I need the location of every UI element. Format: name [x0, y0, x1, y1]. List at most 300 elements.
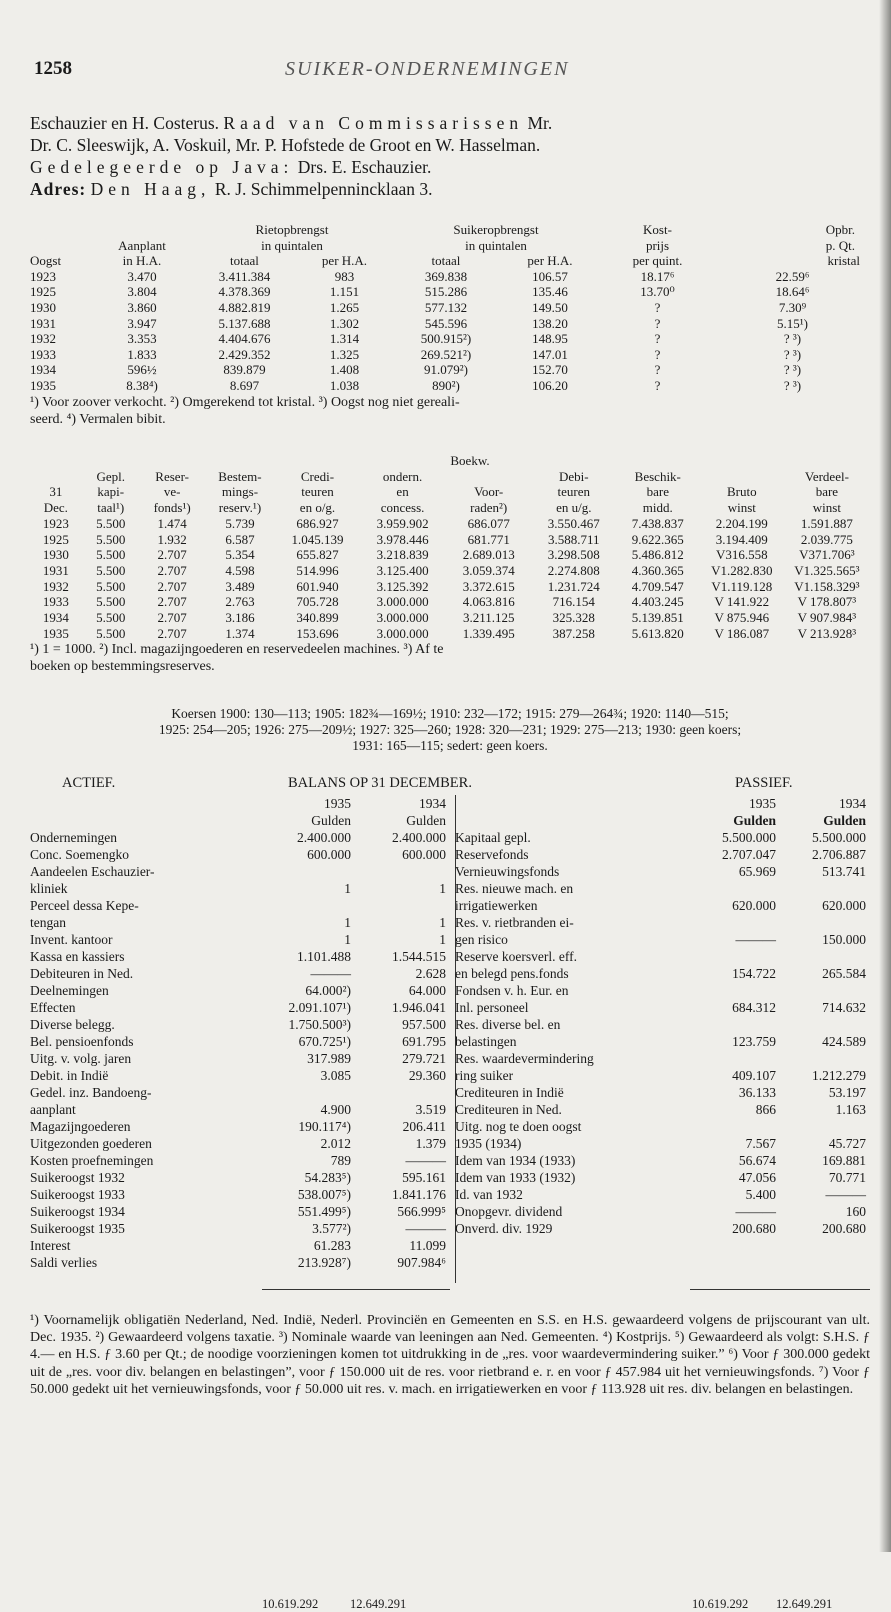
table-cell: teuren [557, 484, 591, 500]
balance-row [30, 1050, 450, 1067]
table-cell: 1.591.887 [800, 515, 853, 531]
table-cell: 907.984⁶ [397, 1255, 446, 1270]
koersen-line: 1931: 165—115; sedert: geen koers. [352, 738, 548, 753]
balance-row [30, 863, 450, 880]
table-cell: ——— [310, 966, 351, 981]
table-cell: 513.741 [822, 864, 866, 879]
balance-row [455, 965, 870, 982]
table-cell: 200.680 [822, 1221, 866, 1236]
table-cell: fonds¹) [153, 500, 191, 516]
table-cell: Res. waardevermindering [455, 1051, 594, 1066]
balance-row [30, 1067, 450, 1084]
table-cell: 1931 [30, 315, 56, 331]
table-cell: ? [654, 346, 661, 362]
unit-row [30, 812, 450, 829]
table-cell: kapi- [97, 484, 125, 500]
table-cell: 153.696 [296, 625, 339, 641]
table-row [30, 378, 870, 394]
table-cell: 686.077 [467, 515, 510, 531]
table-cell: 1935 [30, 377, 56, 393]
table-cell [355, 897, 450, 914]
table-cell: 1.325 [329, 346, 360, 362]
table-cell: 1932 [42, 578, 69, 594]
passief-heading: PASSIEF. [735, 775, 793, 791]
table-cell: bare [815, 484, 839, 500]
table-row [30, 362, 870, 378]
table-cell: 3.978.446 [376, 531, 429, 547]
table-cell: 3.577²) [312, 1221, 351, 1236]
table-cell: 106.20 [532, 377, 568, 393]
table-cell: Kosten proefnemingen [30, 1153, 154, 1168]
header-kristal: kristal [827, 253, 860, 269]
table-cell: V 186.087 [714, 625, 770, 641]
table-cell [780, 1118, 870, 1135]
table-cell: 1.408 [329, 362, 360, 378]
table-cell: 265.584 [822, 966, 866, 981]
table-cell: 3.218.839 [376, 547, 429, 563]
balance-row [455, 880, 870, 897]
table-cell: 2.689.013 [462, 547, 515, 563]
table-row [30, 284, 870, 300]
table-cell: ——— [825, 1187, 866, 1202]
table-cell: ——— [735, 1204, 776, 1219]
table-cell: Reserve koersverl. eff. [455, 949, 577, 964]
balance-row [30, 1033, 450, 1050]
balance-row [455, 1101, 870, 1118]
table-cell: Uitgezonden goederen [30, 1136, 152, 1151]
table-header-row [30, 500, 870, 516]
table-cell: 705.728 [296, 594, 339, 610]
table-cell: 7.438.837 [631, 515, 684, 531]
address-street: R. J. Schimmelpennincklaan 3. [214, 179, 433, 199]
table-cell [780, 982, 870, 999]
table-cell: 514.996 [296, 562, 339, 578]
table-cell [690, 1118, 780, 1135]
balance-row [455, 1152, 870, 1169]
balance-row [30, 999, 450, 1016]
company-intro [30, 112, 870, 200]
table-cell: 686.927 [296, 515, 339, 531]
table-cell: ? ³) [783, 346, 802, 362]
table-cell [355, 1084, 450, 1101]
table-cell: 5.613.820 [631, 625, 684, 641]
table-cell: ring suiker [455, 1068, 514, 1083]
header-riet: Rietopbrengst [255, 222, 329, 237]
table-cell: Idem van 1933 (1932) [455, 1170, 576, 1185]
table-cell: 1 [344, 932, 351, 947]
table-cell: 5.486.812 [631, 547, 684, 563]
table-header-row [30, 469, 870, 485]
balance-row [455, 1118, 870, 1135]
address-city: Den Haag, [90, 179, 211, 199]
table-cell: 3.353 [127, 331, 157, 347]
table-cell: 1.101.488 [297, 949, 351, 964]
table-cell: 3.519 [415, 1102, 446, 1117]
table-cell: 620.000 [822, 898, 866, 913]
table-cell: 1933 [30, 346, 56, 362]
table-cell: 714.632 [822, 1000, 866, 1015]
table-cell: midd. [642, 500, 673, 516]
table-cell [690, 982, 780, 999]
table-cell: 18.64⁶ [775, 284, 810, 300]
table-cell: 1.265 [329, 299, 360, 315]
table-cell: 2.400.000 [392, 830, 446, 845]
table-cell: 3.372.615 [462, 578, 515, 594]
table-cell: 5.137.688 [218, 315, 271, 331]
table-cell: irrigatiewerken [455, 898, 538, 913]
table-cell: Suikeroogst 1934 [30, 1204, 125, 1219]
table-cell: 5.500 [96, 515, 126, 531]
table-cell: 56.674 [738, 1153, 776, 1168]
unit-label: Gulden [733, 813, 776, 828]
table-cell: 1.045.139 [291, 531, 344, 547]
table-cell: 5.500 [96, 625, 126, 641]
table-cell: 716.154 [552, 594, 595, 610]
table-cell: Magazijngoederen [30, 1119, 131, 1134]
table-cell: 2.204.199 [715, 515, 768, 531]
table-cell: 866 [755, 1102, 776, 1117]
table-cell: 1.231.724 [547, 578, 600, 594]
balance-row [30, 1220, 450, 1237]
balance-row [30, 1152, 450, 1169]
balance-row [455, 948, 870, 965]
table-cell: Bel. pensioenfonds [30, 1034, 134, 1049]
table-cell: 5.139.851 [631, 610, 684, 626]
table-cell: V 907.984³ [797, 610, 857, 626]
table-cell: 577.132 [424, 299, 468, 315]
table-cell: 138.20 [532, 315, 568, 331]
table-cell: Onverd. div. 1929 [455, 1221, 553, 1236]
table-cell: Bruto [726, 484, 757, 500]
table-cell: 409.107 [732, 1068, 776, 1083]
balance-header [30, 775, 870, 793]
balance-row [455, 1084, 870, 1101]
balance-row [30, 1237, 450, 1254]
table-cell: 681.771 [467, 531, 510, 547]
table-cell: 1.379 [415, 1136, 446, 1151]
table-cell: 4.360.365 [631, 562, 684, 578]
table-cell: tengan [30, 915, 66, 930]
table-cell: Crediteuren in Indië [455, 1085, 564, 1100]
table-cell: 620.000 [732, 898, 776, 913]
table-cell: 1.151 [329, 284, 360, 300]
table-cell: Id. van 1932 [455, 1187, 523, 1202]
table-cell: 1.946.041 [392, 1000, 446, 1015]
table-cell: 5.500 [96, 562, 126, 578]
table-cell: 3.000.000 [376, 625, 429, 641]
table-cell: 45.727 [828, 1136, 866, 1151]
table-cell: Fondsen v. h. Eur. en [455, 983, 569, 998]
table-cell: 148.95 [532, 331, 568, 347]
table-cell: V 178.807³ [797, 594, 857, 610]
actief-heading: ACTIEF. [62, 775, 116, 791]
total-rule [262, 1289, 450, 1290]
table-cell: 3.211.125 [462, 610, 515, 626]
table-cell: taal¹) [97, 500, 125, 516]
table-cell: 64.000²) [305, 983, 351, 998]
header-suiker-unit: in quintalen [465, 237, 527, 253]
table-cell: 54.283⁵) [304, 1170, 351, 1185]
table-cell: 1934 [42, 610, 69, 626]
table-cell: 551.499⁵) [297, 1204, 351, 1219]
table-cell: 11.099 [409, 1238, 446, 1253]
table-cell: Deelnemingen [30, 983, 109, 998]
header-kost: Kost- [643, 222, 672, 237]
table-cell: 515.286 [424, 284, 468, 300]
table-cell: 13.70⁰ [640, 284, 675, 300]
table-cell: 545.596 [424, 315, 468, 331]
intro-line-3 [30, 156, 870, 178]
actief-side [30, 795, 450, 1271]
header-per-ha: per H.A. [527, 253, 573, 269]
table-cell: ? [654, 331, 661, 347]
table-cell [690, 1016, 780, 1033]
table-cell: 1.163 [835, 1102, 866, 1117]
header-aanplant: Aanplant [118, 237, 166, 253]
table-cell: 566.999⁵ [397, 1204, 446, 1219]
table-cell: Res. v. rietbranden ei- [455, 915, 574, 930]
table-cell: 8.697 [229, 377, 260, 393]
table-cell: 3.470 [127, 268, 157, 284]
table-cell: 1.750.500³) [288, 1017, 351, 1032]
table-cell: 190.117⁴) [298, 1119, 351, 1134]
table-cell [690, 914, 780, 931]
table-cell: reserv.¹) [218, 500, 262, 516]
table-cell: 1 [344, 881, 351, 896]
table-cell: aanplant [30, 1102, 76, 1117]
header-opbr: Opbr. [825, 222, 855, 237]
table-cell: 1923 [30, 268, 56, 284]
year-label: 1935 [324, 796, 351, 811]
unit-label: Gulden [406, 813, 446, 828]
table-cell: 1935 [42, 625, 69, 641]
table-cell [355, 863, 450, 880]
intro-line-2: Dr. C. Sleeswijk, A. Voskuil, Mr. P. Hofstede de Groot en W. Hasselman. [30, 135, 541, 155]
table-cell: en u/g. [556, 500, 592, 516]
table-cell: ondern. [382, 468, 423, 484]
year-label: 1934 [419, 796, 446, 811]
table-cell [260, 1084, 355, 1101]
balance-row [455, 846, 870, 863]
table-cell: 123.759 [732, 1034, 776, 1049]
table-cell: 3.550.467 [547, 515, 600, 531]
table-cell: 106.57 [532, 268, 568, 284]
table-cell: 1933 [42, 594, 69, 610]
table-cell: 2.039.775 [800, 531, 853, 547]
table-cell: Vernieuwingsfonds [455, 864, 560, 879]
table-cell: 670.725¹) [298, 1034, 351, 1049]
table-cell: 1931 [42, 562, 69, 578]
table-cell: 1.833 [127, 346, 157, 362]
table-cell: 47.056 [738, 1170, 776, 1185]
table-cell: ? ³) [783, 377, 802, 393]
balance-row [455, 1135, 870, 1152]
table-cell: ve- [163, 484, 181, 500]
table-cell: Interest [30, 1238, 71, 1253]
table-cell: 3.000.000 [376, 594, 429, 610]
table-cell: 5.500 [96, 594, 126, 610]
balance-row [455, 982, 870, 999]
table-cell: 317.989 [307, 1051, 351, 1066]
production-footnote [30, 394, 870, 428]
table-cell: 2.763 [225, 594, 255, 610]
table-cell: 7.567 [745, 1136, 776, 1151]
table-cell [30, 469, 82, 485]
footnote-line: boeken op bestemmingsreserves. [30, 659, 215, 675]
header-totaal: totaal [230, 253, 259, 269]
table-cell [780, 1050, 870, 1067]
table-cell: ? [654, 377, 661, 393]
table-cell: 1925 [42, 531, 69, 547]
table-cell: Inl. personeel [455, 1000, 529, 1015]
table-cell: Suikeroogst 1932 [30, 1170, 125, 1185]
table-cell: Kapitaal gepl. [455, 830, 531, 845]
commissioners-names: Eschauzier en H. Costerus. [30, 113, 220, 133]
table-cell [446, 469, 532, 485]
table-cell: ? ³) [783, 331, 802, 347]
header-per-ha: per H.A. [321, 253, 368, 269]
table-cell: V1.119.128 [711, 578, 773, 594]
table-cell: 595.161 [402, 1170, 446, 1185]
table-cell: winst [727, 500, 756, 516]
table-cell: 5.500 [96, 531, 126, 547]
balance-row [30, 846, 450, 863]
koersen-line: 1925: 254—205; 1926: 275—209½; 1927: 325—260; 1928: 320—231; 1929: 275—213; 1930: geen koers; [158, 722, 742, 737]
table-cell: 1.212.279 [812, 1068, 866, 1083]
table-cell: 655.827 [296, 547, 339, 563]
table-cell: 3.125.400 [376, 562, 429, 578]
table-cell [780, 948, 870, 965]
table-cell: Kassa en kassiers [30, 949, 125, 964]
table-cell: concess. [380, 500, 425, 516]
table-cell [690, 880, 780, 897]
total-actief-1934: 12.649.291 [350, 1597, 407, 1611]
table-cell: 1.374 [225, 625, 255, 641]
header-per-quint: per quint. [632, 253, 683, 269]
table-cell: 4.882.819 [218, 299, 271, 315]
table-cell: V 875.946 [714, 610, 770, 626]
table-cell: 5.354 [225, 547, 255, 563]
table-cell: 2.429.352 [218, 346, 271, 362]
table-cell: 279.721 [402, 1051, 446, 1066]
table-cell: ? [654, 299, 661, 315]
table-cell: 1 [439, 881, 446, 896]
table-cell: ? [654, 315, 661, 331]
balance-row [455, 1169, 870, 1186]
financial-table-block [30, 453, 870, 675]
table-row [30, 516, 870, 532]
footnote-line: seerd. ⁴) Vermalen bibit. [30, 411, 166, 427]
table-cell: V316.558 [715, 547, 768, 563]
table-cell: 3.588.711 [548, 531, 600, 547]
table-cell: ——— [405, 1153, 446, 1168]
actief-table [30, 795, 450, 1271]
table-cell: 8.38⁴) [126, 377, 158, 393]
table-cell: gen risico [455, 932, 508, 947]
table-cell: 387.258 [552, 625, 595, 641]
table-cell: 983 [334, 268, 355, 284]
table-row [30, 331, 870, 347]
table-cell: Onopgevr. dividend [455, 1204, 563, 1219]
delegate-name: Drs. E. Eschauzier. [297, 157, 432, 177]
table-cell: 152.70 [532, 362, 568, 378]
table-cell: 4.900 [320, 1102, 351, 1117]
table-cell: V1.282.830 [711, 562, 773, 578]
year-label: 1935 [749, 796, 776, 811]
table-cell: ? [654, 362, 661, 378]
table-cell: Suikeroogst 1933 [30, 1187, 125, 1202]
total-passief-1935: 10.619.292 [692, 1597, 749, 1611]
table-cell: 4.709.547 [631, 578, 684, 594]
table-cell: 3.194.409 [715, 531, 768, 547]
table-cell: Res. diverse bel. en [455, 1017, 561, 1032]
balance-row [455, 914, 870, 931]
table-cell: 53.197 [828, 1085, 866, 1100]
balance-row [30, 1169, 450, 1186]
table-row [30, 594, 870, 610]
table-cell [690, 1050, 780, 1067]
table-cell: 500.915²) [420, 331, 472, 347]
balance-row [30, 880, 450, 897]
table-cell: 61.283 [313, 1238, 351, 1253]
table-cell: Voor- [474, 484, 504, 500]
table-cell: 3.186 [225, 610, 255, 626]
table-cell: 601.940 [296, 578, 339, 594]
koersen-line: Koersen 1900: 130—113; 1905: 182¾—169½; 1910: 232—172; 1915: 279—264¾; 1920: 1140—515; [171, 706, 729, 721]
table-cell [780, 880, 870, 897]
table-cell: 3.298.508 [547, 547, 600, 563]
table-cell: 340.899 [296, 610, 339, 626]
table-cell: 65.969 [738, 864, 776, 879]
table-cell: Debi- [558, 468, 589, 484]
table-cell: 2.012 [320, 1136, 351, 1151]
intro-line-1 [30, 112, 870, 134]
table-cell: 9.622.365 [631, 531, 684, 547]
table-cell: 5.500 [96, 610, 126, 626]
table-cell: 2.707 [157, 610, 187, 626]
table-cell: 2.628 [415, 966, 446, 981]
table-cell: Ondernemingen [30, 830, 117, 845]
table-cell: 596½ [127, 362, 157, 378]
table-cell: 3.489 [225, 578, 255, 594]
table-cell: Res. nieuwe mach. en [455, 881, 574, 896]
table-cell: ——— [735, 932, 776, 947]
table-cell [260, 897, 355, 914]
unit-row [455, 812, 870, 829]
table-cell: 5.15¹) [777, 315, 808, 331]
table-cell: 22.59⁶ [775, 268, 810, 284]
table-cell: 538.007⁵) [297, 1187, 351, 1202]
footnote-line: ¹) Voor zoover verkocht. ²) Omgerekend tot kristal. ³) Oogst nog niet gereali- [30, 394, 460, 410]
total-actief-1935: 10.619.292 [262, 1597, 319, 1611]
table-cell: 2.707 [157, 578, 187, 594]
table-cell: 3.959.902 [376, 515, 429, 531]
header-oogst: Oogst [30, 253, 62, 269]
table-cell: 1.544.515 [392, 949, 446, 964]
header-opbr-unit: p. Qt. [825, 237, 855, 253]
balance-row [455, 1033, 870, 1050]
footnote-paragraph: ¹) Voornamelijk obligatiën Nederland, Ned. Indië, Nederl. Provinciën en Gemeenten en S.S. en H.S. gewaardeerd volgens de prijscourant van ult. Dec. 1935. ²) Gewaardeerd volgens taxatie. ³) Nominale waarde van leeningen aan Ned. Gemeenten. ⁴) Kostprijs. ⁵) Gewaardeerd als volgt: S.H.S. ƒ 4.— en H.S. ƒ 3.60 per Qt.; de noodige voorzieningen komen tot uitdrukking in de „res. voor waardevermindering suiker.” ⁶) Voor ƒ 300.000 gedekt uit de „res. voor div. belangen en belastingen”, voor ƒ 150.000 uit de res. voor rietbrand e. r. en voor ƒ 457.984 uit het vernieuwingsfonds. ⁷) Voor ƒ 50.000 gedekt uit het vernieuwingsfonds, voor ƒ 50.000 uit res. v. mach. en irrigatiewerken en voor ƒ 113.928 uit res. div. belangen en belastingen. [30, 1313, 870, 1397]
table-cell: Conc. Soemengko [30, 847, 129, 862]
table-cell: Reservefonds [455, 847, 529, 862]
commissioners-heading: Raad van Commissarissen [223, 113, 524, 133]
table-cell: winst [812, 500, 841, 516]
table-cell: Gepl. [96, 468, 126, 484]
table-cell: 3.804 [127, 284, 157, 300]
table-cell: Debit. in Indië [30, 1068, 109, 1083]
table-cell: Invent. kantoor [30, 932, 113, 947]
table-row [30, 300, 870, 316]
